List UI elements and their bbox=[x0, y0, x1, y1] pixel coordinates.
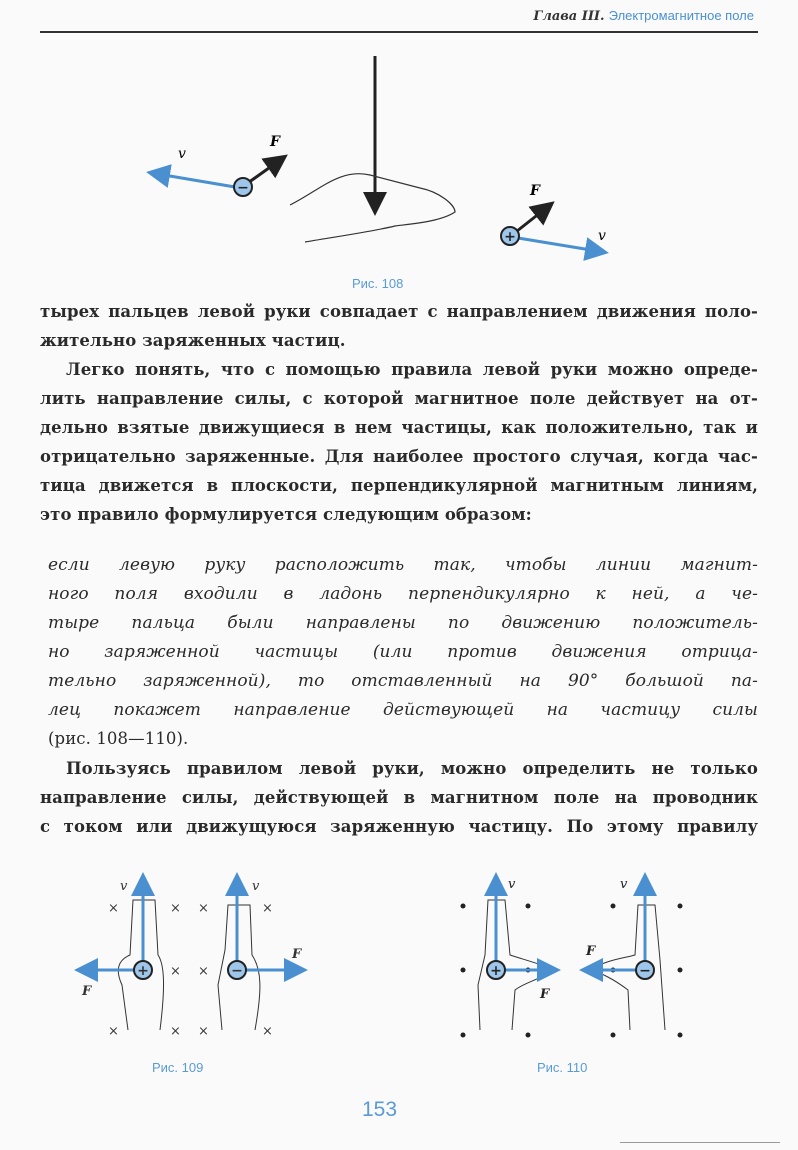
svg-text:×: × bbox=[198, 964, 209, 979]
svg-text:×: × bbox=[170, 901, 181, 916]
svg-text:+: + bbox=[504, 229, 516, 245]
svg-text:×: × bbox=[170, 1024, 181, 1039]
figure-110-caption: Рис. 110 bbox=[537, 1060, 588, 1075]
svg-text:F: F bbox=[586, 944, 596, 959]
svg-text:v: v bbox=[598, 228, 606, 244]
text-line: тица движется в плоскости, перпендикулярной магнитным линиям, bbox=[40, 476, 758, 495]
svg-text:F: F bbox=[530, 183, 540, 199]
svg-text:v: v bbox=[252, 879, 260, 894]
rule-line: тельно заряженной), то отставленный на 90° большой па- bbox=[48, 671, 758, 691]
rule-line: ного поля входили в ладонь перпендикулярно к ней, а че- bbox=[48, 584, 758, 604]
svg-text:−: − bbox=[639, 963, 651, 979]
svg-text:v: v bbox=[120, 879, 128, 894]
text-line: отрицательно заряженные. Для наиболее простого случая, когда час- bbox=[40, 447, 758, 466]
figure-109-caption: Рис. 109 bbox=[152, 1060, 204, 1075]
svg-text:+: + bbox=[137, 963, 149, 979]
svg-text:×: × bbox=[198, 901, 209, 916]
svg-text:F: F bbox=[540, 987, 550, 1002]
text-line: это правило формулируется следующим образом: bbox=[40, 505, 532, 524]
svg-text:×: × bbox=[108, 1024, 119, 1039]
bottom-rule bbox=[620, 1142, 780, 1143]
svg-text:−: − bbox=[237, 180, 249, 196]
svg-text:F: F bbox=[82, 984, 92, 999]
svg-text:v: v bbox=[178, 146, 186, 162]
text-line: Пользуясь правилом левой руки, можно определить не только bbox=[66, 759, 758, 778]
svg-text:×: × bbox=[262, 901, 273, 916]
svg-text:v: v bbox=[620, 877, 628, 892]
svg-text:F: F bbox=[292, 947, 302, 962]
figure-108 bbox=[152, 56, 606, 252]
text-line: дельно взятые движущиеся в нем частицы, как положительно, так и bbox=[40, 418, 758, 437]
rule-line: тыре пальца были направлены по движению положитель- bbox=[48, 613, 758, 633]
text-line: лить направление силы, с которой магнитное поле действует на от- bbox=[40, 389, 758, 408]
svg-text:×: × bbox=[262, 1024, 273, 1039]
text-line: тырех пальцев левой руки совпадает с направлением движения поло- bbox=[40, 302, 758, 321]
page-number: 153 bbox=[362, 1098, 398, 1121]
chapter-label: Глава III. bbox=[533, 9, 605, 24]
svg-text:v: v bbox=[508, 877, 516, 892]
svg-text:−: − bbox=[231, 963, 243, 979]
chapter-title: Электромагнитное поле bbox=[608, 8, 754, 23]
rule-line: но заряженной частицы (или против движения отрица- bbox=[48, 642, 758, 662]
text-line: Легко понять, что с помощью правила левой руки можно опреде- bbox=[66, 360, 758, 379]
velocity-arrow bbox=[512, 237, 603, 252]
rule-line: лец покажет направление действующей на частицу силы bbox=[48, 700, 758, 720]
velocity-arrow bbox=[152, 173, 235, 187]
rule-line: (рис. 108—110). bbox=[48, 729, 189, 748]
text-line: с током или движущуюся заряженную частицу. По этому правилу bbox=[40, 817, 758, 836]
text-line: направление силы, действующей в магнитном поле на проводник bbox=[40, 788, 758, 807]
figure-109 bbox=[80, 878, 302, 1039]
svg-text:×: × bbox=[108, 901, 119, 916]
svg-text:×: × bbox=[170, 964, 181, 979]
figure-108-caption: Рис. 108 bbox=[352, 276, 404, 291]
svg-text:+: + bbox=[490, 963, 502, 979]
hand-illustration bbox=[290, 174, 455, 242]
text-line: жительно заряженных частиц. bbox=[40, 331, 346, 350]
rule-line: если левую руку расположить так, чтобы линии магнит- bbox=[48, 555, 758, 575]
svg-text:×: × bbox=[198, 1024, 209, 1039]
svg-text:F: F bbox=[270, 134, 280, 150]
figure-110 bbox=[461, 877, 683, 1038]
